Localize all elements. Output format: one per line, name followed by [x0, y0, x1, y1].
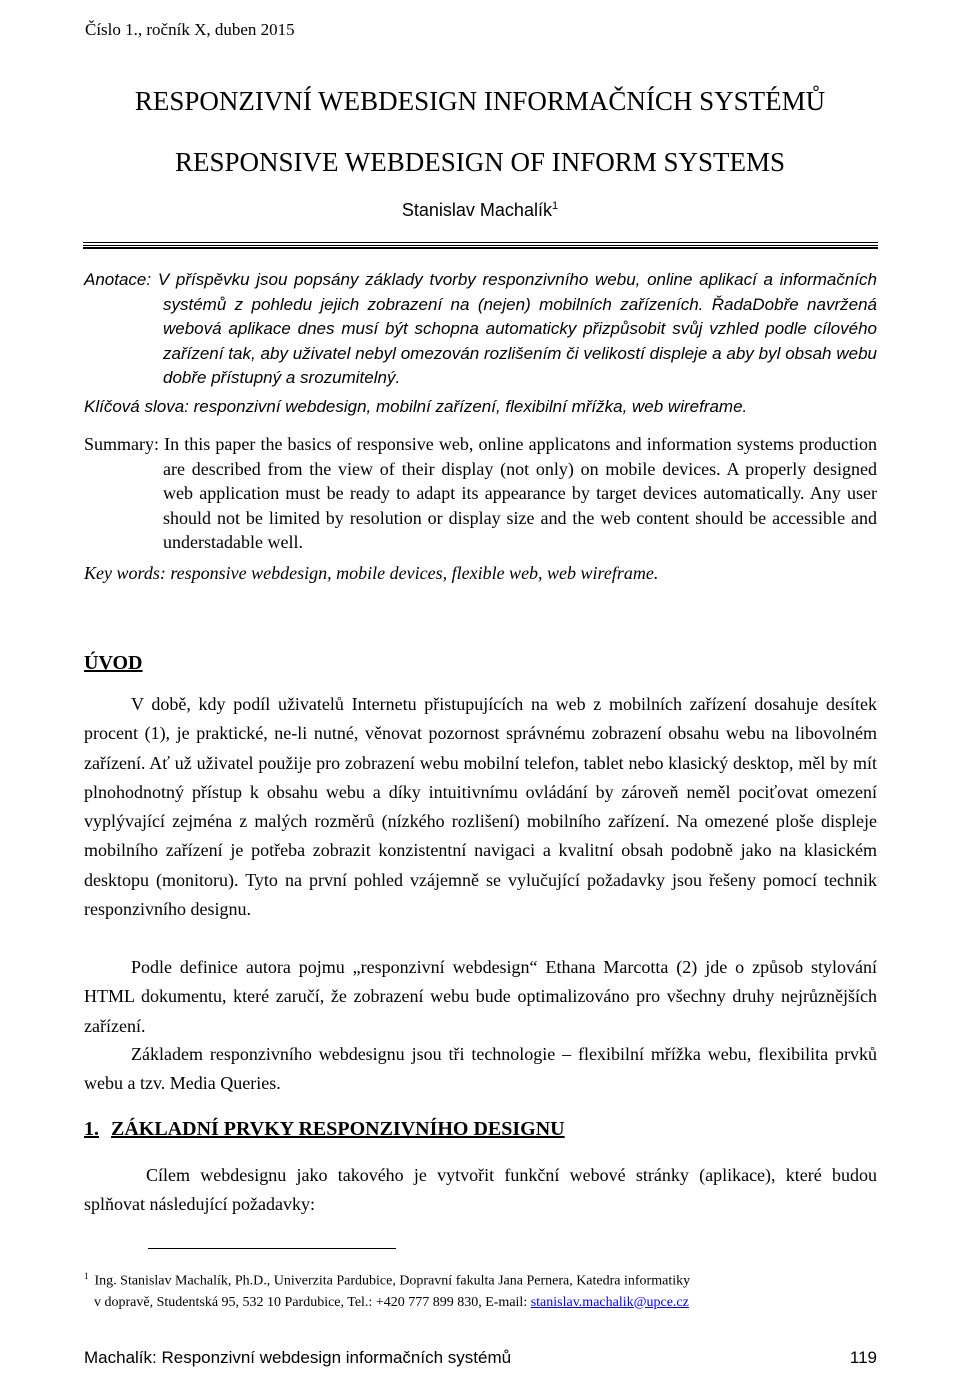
summary-text: In this paper the basics of responsive web, online applicatons and information systems production are described from the view of their display (not only) on mobile devices. A properly designed web application must be ready to adapt its appearance by target devices automatically. Any user should not be limited by resolution or display size and the web content should be accessible and understadable well.: [163, 434, 877, 552]
keywords-czech: Klíčová slova: responzivní webdesign, mobilní zařízení, flexibilní mřížka, web wireframe.: [84, 397, 748, 416]
author-line: [0, 200, 960, 221]
section-number: 1.: [84, 1118, 99, 1140]
summary-label: Summary:: [84, 434, 159, 454]
section-1-heading: [84, 1118, 565, 1141]
email-link[interactable]: stanislav.machalik@upce.cz: [530, 1294, 689, 1310]
intro-paragraph-2: [84, 953, 877, 1041]
paragraph-text: Cílem webdesignu jako takového je vytvořit funkční webové stránky (aplikace), které budou splňovat následující požadavky:: [84, 1165, 877, 1215]
page-number: 119: [849, 1348, 877, 1367]
anotace-text: V příspěvku jsou popsány základy tvorby responzivního webu, online aplikací a informačních systémů z pohledu jejich zobrazení na (nejen) mobilních zařízeních. ŘadaDobře navržená webová aplikace dnes musí být schopna automaticky přizpůsobit svůj vzhled podle cílového zařízení tak, aby uživatel nebyl omezován rozlišením či velikostí displeje a aby byl obsah webu dobře přístupný a srozumitelný.: [157, 270, 877, 387]
author-footnote-mark: 1: [551, 200, 559, 212]
footnote-separator: [148, 1248, 396, 1249]
title-czech: RESPONZIVNÍ WEBDESIGN INFORMAČNÍCH SYSTÉMŮ: [134, 86, 826, 116]
paragraph-text: Podle definice autora pojmu „responzivní webdesign“ Ethana Marcotta (2) jde o způsob stylování HTML dokumentu, které zaručí, že zobrazení webu bude optimalizováno pro všechny druhy nejrůznějších zařízení.: [84, 957, 877, 1036]
anotace-label: Anotace:: [84, 270, 152, 289]
abstract-czech: [84, 268, 877, 391]
page-footer: [84, 1348, 877, 1368]
paragraph-text: Základem responzivního webdesignu jsou tři technologie – flexibilní mřížka webu, flexibilita prvků webu a tzv. Media Queries.: [84, 1044, 877, 1094]
footnote-affiliation: Ing. Stanislav Machalík, Ph.D., Univerzita Pardubice, Dopravní fakulta Jana Pernera, Katedra informatiky: [94, 1273, 691, 1289]
section-1-paragraph: [84, 1161, 877, 1220]
title-separator-thick-rule: [83, 247, 878, 249]
intro-paragraph-1: [84, 690, 877, 924]
paragraph-text: V době, kdy podíl uživatelů Internetu přistupujících na web z mobilních zařízení dosahuje desítek procent (1), je praktické, ne-li nutné, věnovat pozornost správnému zobrazení obsahu webu na libovolném zařízení. Ať už uživatel použije pro zobrazení webu mobilní telefon, tablet nebo klasický desktop, měl by mít plnohodnotný přístup k obsahu webu a díky intuitivnímu ovládání by zároveň neměl pociťovat omezení vyplývající zejména z malých rozměrů (nízkého rozlišení) mobilního zařízení. Na omezené ploše displeje mobilního zařízení je potřeba zobrazit konzistentní navigaci a kvalitní obsah podobně jako na klasickém desktopu (monitoru). Tyto na první pohled vzájemně se vylučující požadavky jsou řešeny pomocí technik responzivního designu.: [84, 694, 877, 920]
footnote-line-2: [84, 1292, 884, 1313]
journal-issue-header: Číslo 1., ročník X, duben 2015: [85, 20, 295, 39]
footnote-address: v dopravě, Studentská 95, 532 10 Pardubice, Tel.: +420 777 899 830, E-mail:: [94, 1294, 531, 1310]
title-separator-double-rule: [83, 242, 878, 246]
section-title: ZÁKLADNÍ PRVKY RESPONZIVNÍHO DESIGNU: [111, 1118, 565, 1140]
keywords-english: Key words: responsive webdesign, mobile devices, flexible web, web wireframe.: [84, 563, 659, 583]
footnote-line-1: [84, 1266, 884, 1292]
footnote-mark: 1: [84, 1271, 89, 1281]
intro-heading: ÚVOD: [84, 652, 143, 674]
running-title: Machalík: Responzivní webdesign informačních systémů: [84, 1348, 512, 1367]
author-name: Stanislav Machalík: [401, 200, 552, 220]
intro-paragraph-3: [84, 1040, 877, 1099]
abstract-english: [84, 432, 877, 555]
title-english: RESPONSIVE WEBDESIGN OF INFORM SYSTEMS: [174, 147, 786, 177]
footnote: [84, 1266, 884, 1313]
